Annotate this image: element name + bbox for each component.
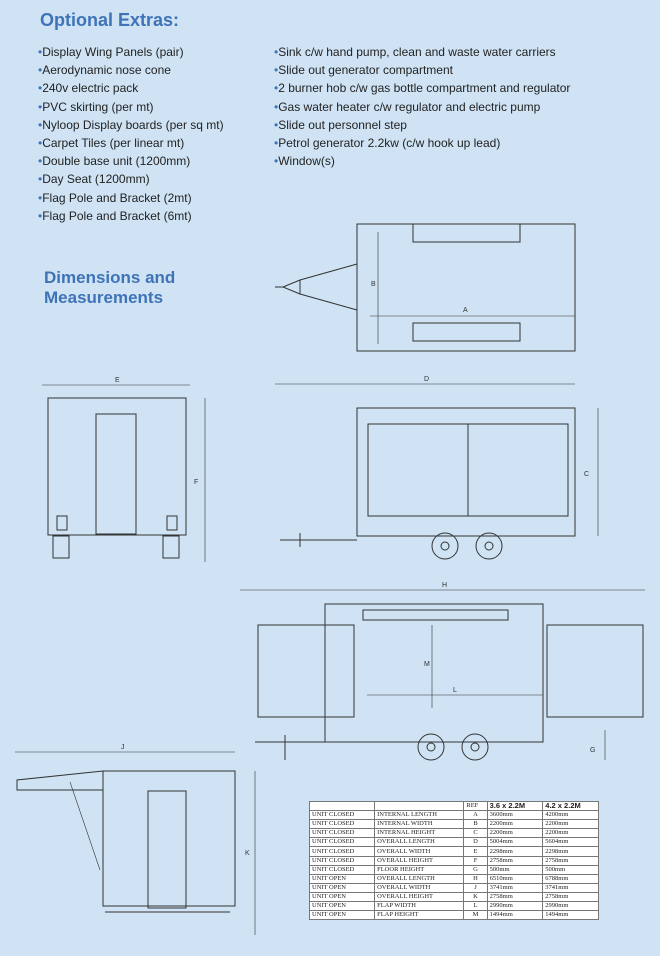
table-cell-unit: UNIT CLOSED — [310, 829, 375, 838]
extras-list-item: • Window(s) — [274, 152, 570, 170]
dimensions-table — [309, 801, 599, 920]
label-g: G — [590, 747, 596, 754]
label-k: K — [245, 850, 250, 857]
label-h: H — [442, 582, 448, 589]
table-row — [310, 892, 599, 901]
table-cell-measure: FLAP HEIGHT — [375, 911, 464, 920]
extras-list-item: • Flag Pole and Bracket (6mt) — [38, 207, 224, 225]
extras-list-item: • Display Wing Panels (pair) — [38, 43, 224, 61]
table-cell-size-b: 1494mm — [543, 911, 599, 920]
table-header-ref: REF — [464, 802, 487, 811]
label-b: B — [371, 281, 376, 288]
table-cell-size-b: 2200mm — [543, 829, 599, 838]
table-cell-unit: UNIT CLOSED — [310, 865, 375, 874]
extras-list-item: • Flag Pole and Bracket (2mt) — [38, 189, 224, 207]
label-l: L — [453, 687, 457, 694]
table-header-size-b: 4.2 x 2.2M — [543, 802, 599, 811]
label-d: D — [424, 376, 430, 383]
table-cell-ref: M — [464, 911, 487, 920]
table-cell-size-a: 2200mm — [487, 829, 543, 838]
table-header-size-a: 3.6 x 2.2M — [487, 802, 543, 811]
table-cell-size-a: 2990mm — [487, 902, 543, 911]
table-row — [310, 865, 599, 874]
table-cell-size-b: 2990mm — [543, 902, 599, 911]
optional-extras-heading: Optional Extras: — [40, 10, 180, 30]
table-cell-ref: L — [464, 902, 487, 911]
label-m: M — [424, 661, 430, 668]
extras-list-item: • Slide out personnel step — [274, 116, 570, 134]
table-cell-size-b: 5604mm — [543, 838, 599, 847]
table-cell-size-b: 4200mm — [543, 811, 599, 820]
table-cell-ref: H — [464, 874, 487, 883]
table-cell-ref: F — [464, 856, 487, 865]
table-cell-ref: B — [464, 820, 487, 829]
table-cell-measure: OVERALL HEIGHT — [375, 856, 464, 865]
table-row — [310, 902, 599, 911]
extras-list-item: • 240v electric pack — [38, 79, 224, 97]
table-row — [310, 820, 599, 829]
table-row — [310, 829, 599, 838]
table-cell-ref: C — [464, 829, 487, 838]
table-cell-size-b: 6788mm — [543, 874, 599, 883]
table-cell-measure: INTERNAL WIDTH — [375, 820, 464, 829]
label-c: C — [584, 471, 590, 478]
extras-list-item: • Sink c/w hand pump, clean and waste water carriers — [274, 43, 570, 61]
table-cell-size-a: 2298mm — [487, 847, 543, 856]
table-cell-size-a: 3741mm — [487, 883, 543, 892]
table-cell-ref: D — [464, 838, 487, 847]
table-cell-measure: FLOOR HEIGHT — [375, 865, 464, 874]
table-cell-size-a: 500mm — [487, 865, 543, 874]
extras-list-item: • Aerodynamic nose cone — [38, 61, 224, 79]
label-j: J — [121, 744, 125, 751]
table-cell-size-a: 5004mm — [487, 838, 543, 847]
table-cell-measure: OVERALL WIDTH — [375, 883, 464, 892]
table-cell-size-a: 3600mm — [487, 811, 543, 820]
table-cell-unit: UNIT OPEN — [310, 902, 375, 911]
extras-list-item: • Day Seat (1200mm) — [38, 170, 224, 188]
table-cell-ref: J — [464, 883, 487, 892]
open-front-view-drawing — [15, 752, 255, 935]
table-cell-size-a: 2758mm — [487, 892, 543, 901]
table-cell-unit: UNIT CLOSED — [310, 856, 375, 865]
table-cell-measure: FLAP WIDTH — [375, 902, 464, 911]
extras-list-item: • PVC skirting (per mt) — [38, 98, 224, 116]
table-row — [310, 856, 599, 865]
table-cell-ref: A — [464, 811, 487, 820]
table-cell-ref: K — [464, 892, 487, 901]
table-cell-unit: UNIT CLOSED — [310, 820, 375, 829]
table-cell-size-b: 2758mm — [543, 892, 599, 901]
table-cell-size-b: 3741mm — [543, 883, 599, 892]
table-cell-measure: OVERALL WIDTH — [375, 847, 464, 856]
extras-list-item: • Slide out generator compartment — [274, 61, 570, 79]
extras-list-item: • Nyloop Display boards (per sq mt) — [38, 116, 224, 134]
label-a: A — [463, 307, 468, 314]
table-cell-measure: OVERALL LENGTH — [375, 838, 464, 847]
table-cell-unit: UNIT CLOSED — [310, 838, 375, 847]
table-header-measure — [375, 802, 464, 811]
table-cell-ref: E — [464, 847, 487, 856]
label-f: F — [194, 479, 199, 486]
extras-list-item: • Petrol generator 2.2kw (c/w hook up lead) — [274, 134, 570, 152]
label-e: E — [115, 377, 120, 384]
table-cell-size-a: 2758mm — [487, 856, 543, 865]
table-row — [310, 847, 599, 856]
dimensions-heading-line1: Dimensions and — [44, 268, 176, 287]
table-cell-unit: UNIT OPEN — [310, 874, 375, 883]
table-cell-measure: INTERNAL LENGTH — [375, 811, 464, 820]
table-cell-size-b: 500mm — [543, 865, 599, 874]
table-cell-unit: UNIT OPEN — [310, 911, 375, 920]
table-cell-unit: UNIT OPEN — [310, 892, 375, 901]
table-cell-size-a: 2200mm — [487, 820, 543, 829]
extras-list-item: • Double base unit (1200mm) — [38, 152, 224, 170]
table-cell-size-b: 2298mm — [543, 847, 599, 856]
table-cell-measure: OVERALL LENGTH — [375, 874, 464, 883]
table-row — [310, 811, 599, 820]
table-row — [310, 874, 599, 883]
table-header-unit — [310, 802, 375, 811]
table-row — [310, 838, 599, 847]
table-cell-unit: UNIT CLOSED — [310, 847, 375, 856]
table-cell-unit: UNIT OPEN — [310, 883, 375, 892]
table-row — [310, 883, 599, 892]
open-side-view-drawing — [240, 590, 645, 760]
table-cell-size-b: 2200mm — [543, 820, 599, 829]
table-cell-ref: G — [464, 865, 487, 874]
table-row — [310, 911, 599, 920]
side-view-drawing — [275, 384, 598, 559]
extras-list-item: • 2 burner hob c/w gas bottle compartment and regulator — [274, 79, 570, 97]
table-cell-size-b: 2758mm — [543, 856, 599, 865]
front-view-drawing — [42, 385, 205, 562]
extras-list-item: • Gas water heater c/w regulator and electric pump — [274, 98, 570, 116]
table-cell-unit: UNIT CLOSED — [310, 811, 375, 820]
table-cell-measure: OVERALL HEIGHT — [375, 892, 464, 901]
extras-list-item: • Carpet Tiles (per linear mt) — [38, 134, 224, 152]
table-cell-size-a: 1494mm — [487, 911, 543, 920]
table-cell-measure: INTERNAL HEIGHT — [375, 829, 464, 838]
dimensions-heading-line2: Measurements — [44, 288, 164, 307]
table-cell-size-a: 6510mm — [487, 874, 543, 883]
plan-view-drawing — [275, 224, 575, 351]
